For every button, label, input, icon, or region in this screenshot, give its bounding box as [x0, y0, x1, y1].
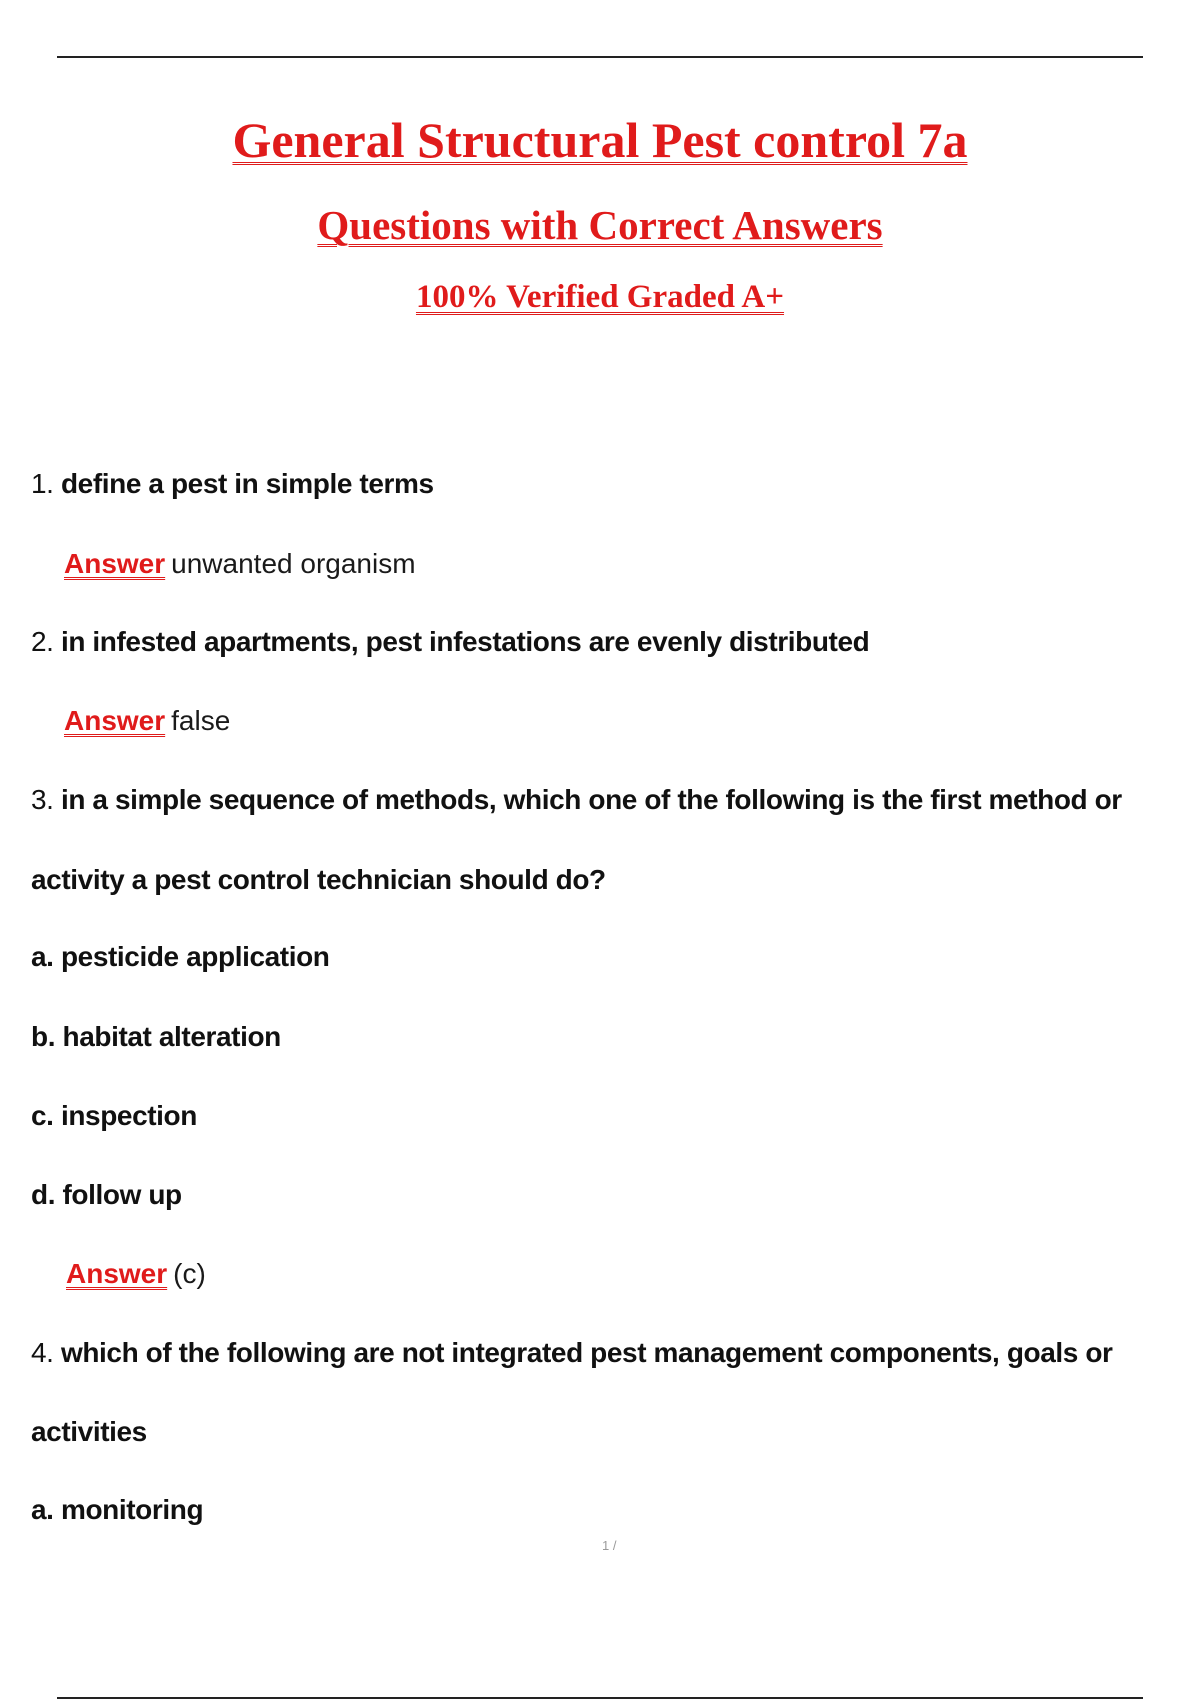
- question-number: 3.: [31, 784, 54, 815]
- top-rule: [57, 56, 1143, 58]
- question-1: [31, 466, 434, 502]
- option-letter: a.: [31, 1494, 54, 1525]
- question-4-continued: [31, 1414, 147, 1450]
- question-number: 1.: [31, 468, 54, 499]
- option-text: habitat alteration: [62, 1021, 281, 1052]
- answer-1: [64, 546, 416, 582]
- question-number: 2.: [31, 626, 54, 657]
- option-text: follow up: [62, 1179, 182, 1210]
- option-4a: [31, 1492, 203, 1528]
- page-number: 1 /: [602, 1538, 617, 1553]
- document-subtitle: Questions with Correct Answers: [317, 202, 883, 248]
- question-text-line-2: activity a pest control technician should do?: [31, 864, 606, 895]
- question-text: define a pest in simple terms: [60, 468, 434, 499]
- answer-value: unwanted organism: [171, 548, 416, 579]
- document-title: General Structural Pest control 7a: [232, 112, 968, 168]
- option-3c: [31, 1098, 197, 1134]
- question-3-continued: [31, 862, 606, 898]
- option-text: inspection: [60, 1100, 197, 1131]
- answer-2: [64, 703, 230, 739]
- option-letter: c.: [31, 1100, 54, 1131]
- option-letter: d.: [31, 1179, 56, 1210]
- document-grade: 100% Verified Graded A+: [415, 279, 785, 315]
- question-text-line-1: in a simple sequence of methods, which one of the following is the first method or: [60, 784, 1122, 815]
- question-text-line-2: activities: [31, 1416, 147, 1447]
- question-number: 4.: [31, 1337, 54, 1368]
- option-3d: [31, 1177, 182, 1213]
- question-2: [31, 624, 869, 660]
- answer-value: (c): [173, 1258, 206, 1289]
- question-4: [31, 1335, 1113, 1371]
- question-text: in infested apartments, pest infestations are evenly distributed: [60, 626, 870, 657]
- answer-3: [66, 1256, 206, 1292]
- option-text: pesticide application: [60, 941, 330, 972]
- option-text: monitoring: [60, 1494, 204, 1525]
- answer-label: Answer: [64, 548, 166, 579]
- option-letter: a.: [31, 941, 54, 972]
- option-3a: [31, 939, 330, 975]
- answer-label: Answer: [66, 1258, 168, 1289]
- question-text-line-1: which of the following are not integrated pest management components, goals or: [60, 1337, 1113, 1368]
- bottom-rule: [57, 1697, 1143, 1699]
- option-3b: [31, 1019, 281, 1055]
- answer-label: Answer: [64, 705, 166, 736]
- option-letter: b.: [31, 1021, 56, 1052]
- answer-value: false: [171, 705, 231, 736]
- question-3: [31, 782, 1122, 818]
